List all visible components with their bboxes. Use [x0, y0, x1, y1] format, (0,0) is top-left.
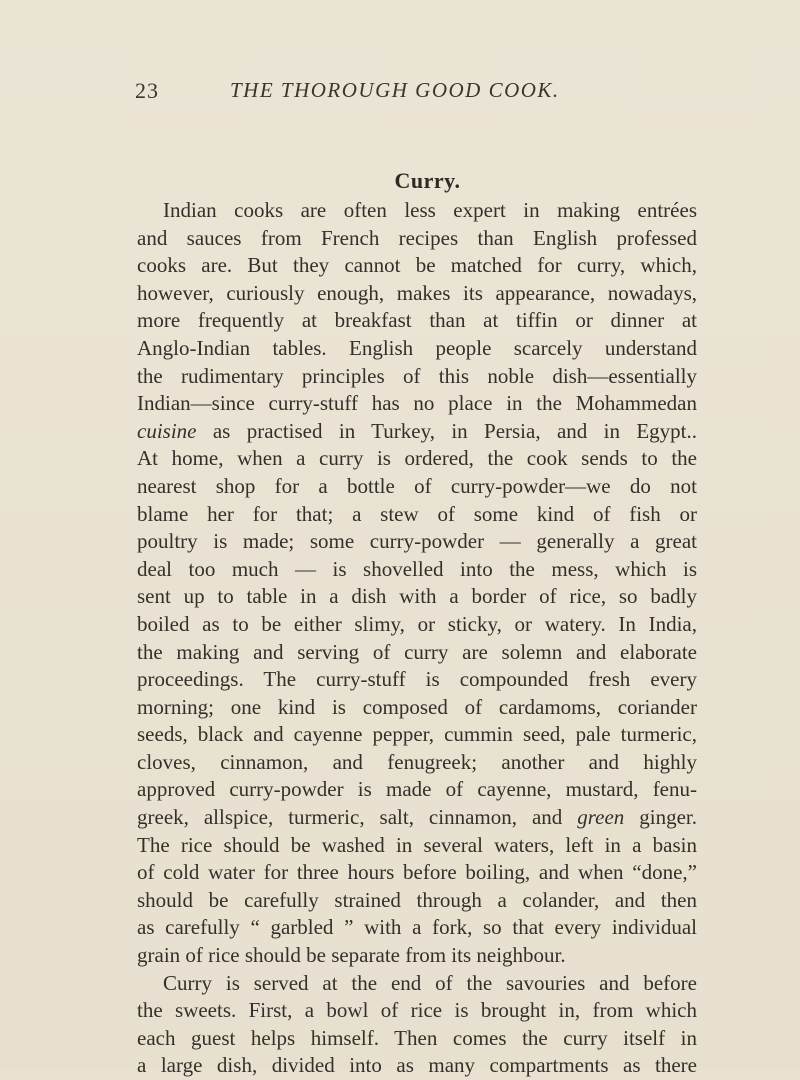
- text-line: Curry is served at the end of the savouries and before: [163, 970, 697, 995]
- text-line: morning; one kind is composed of cardamoms, coriander: [137, 694, 697, 719]
- line-fragment: as practised in Turkey, in Persia, and in Egypt..: [196, 418, 697, 443]
- text-line: nearest shop for a bottle of curry-powder—we do not: [137, 473, 697, 498]
- text-line: Anglo-Indian tables. English people scarcely understand: [137, 335, 697, 360]
- text-line: each guest helps himself. Then comes the curry itself in: [137, 1025, 697, 1050]
- line-fragment: ginger.: [624, 805, 697, 830]
- text-line: and sauces from French recipes than English professed: [137, 225, 697, 250]
- text-line: the making and serving of curry are solemn and elaborate: [137, 639, 697, 664]
- text-line: [137, 418, 697, 446]
- text-line: The rice should be washed in several waters, left in a basin: [137, 832, 697, 857]
- text-line: Indian—since curry-stuff has no place in the Mohammedan: [137, 391, 697, 416]
- text-line: cooks are. But they cannot be matched for curry, which,: [137, 253, 697, 278]
- italic-word: green: [577, 805, 625, 830]
- text-line: grain of rice should be separate from its neighbour.: [137, 943, 566, 968]
- running-title: THE THOROUGH GOOD COOK.: [230, 78, 560, 102]
- text-line: of cold water for three hours before boiling, and when “done,”: [137, 860, 697, 885]
- text-line: seeds, black and cayenne pepper, cummin seed, pale turmeric,: [137, 722, 697, 747]
- section-heading: Curry.: [394, 168, 461, 193]
- text-line: more frequently at breakfast than at tiffin or dinner at: [137, 308, 697, 333]
- body-text: [137, 197, 697, 1080]
- italic-word: cuisine: [137, 418, 197, 443]
- text-line: approved curry-powder is made of cayenne, mustard, fenu-: [137, 777, 697, 802]
- text-line: cloves, cinnamon, and fenugreek; another and highly: [137, 749, 697, 774]
- text-line: At home, when a curry is ordered, the cook sends to the: [137, 446, 697, 471]
- text-line: a large dish, divided into as many compartments as there: [137, 1053, 697, 1078]
- text-line: proceedings. The curry-stuff is compounded fresh every: [137, 667, 697, 692]
- text-line: the sweets. First, a bowl of rice is brought in, from which: [137, 998, 697, 1023]
- text-line: blame her for that; a stew of some kind of fish or: [137, 501, 697, 526]
- text-line: however, curiously enough, makes its appearance, nowadays,: [137, 280, 697, 305]
- text-line: [137, 804, 697, 832]
- text-line: the rudimentary principles of this noble dish—essentially: [137, 363, 697, 388]
- running-head: [0, 78, 800, 108]
- text-line: as carefully “ garbled ” with a fork, so that every individual: [137, 915, 697, 940]
- text-line: Indian cooks are often less expert in making entrées: [163, 198, 697, 222]
- page-number: 23: [135, 78, 159, 103]
- text-line: deal too much — is shovelled into the mess, which is: [137, 556, 697, 581]
- line-fragment: greek, allspice, turmeric, salt, cinnamon, and: [137, 805, 578, 830]
- text-line: should be carefully strained through a colander, and then: [137, 887, 697, 912]
- text-line: boiled as to be either slimy, or sticky, or watery. In India,: [137, 611, 697, 636]
- text-line: sent up to table in a dish with a border of rice, so badly: [137, 584, 697, 609]
- text-line: poultry is made; some curry-powder — generally a great: [137, 529, 697, 554]
